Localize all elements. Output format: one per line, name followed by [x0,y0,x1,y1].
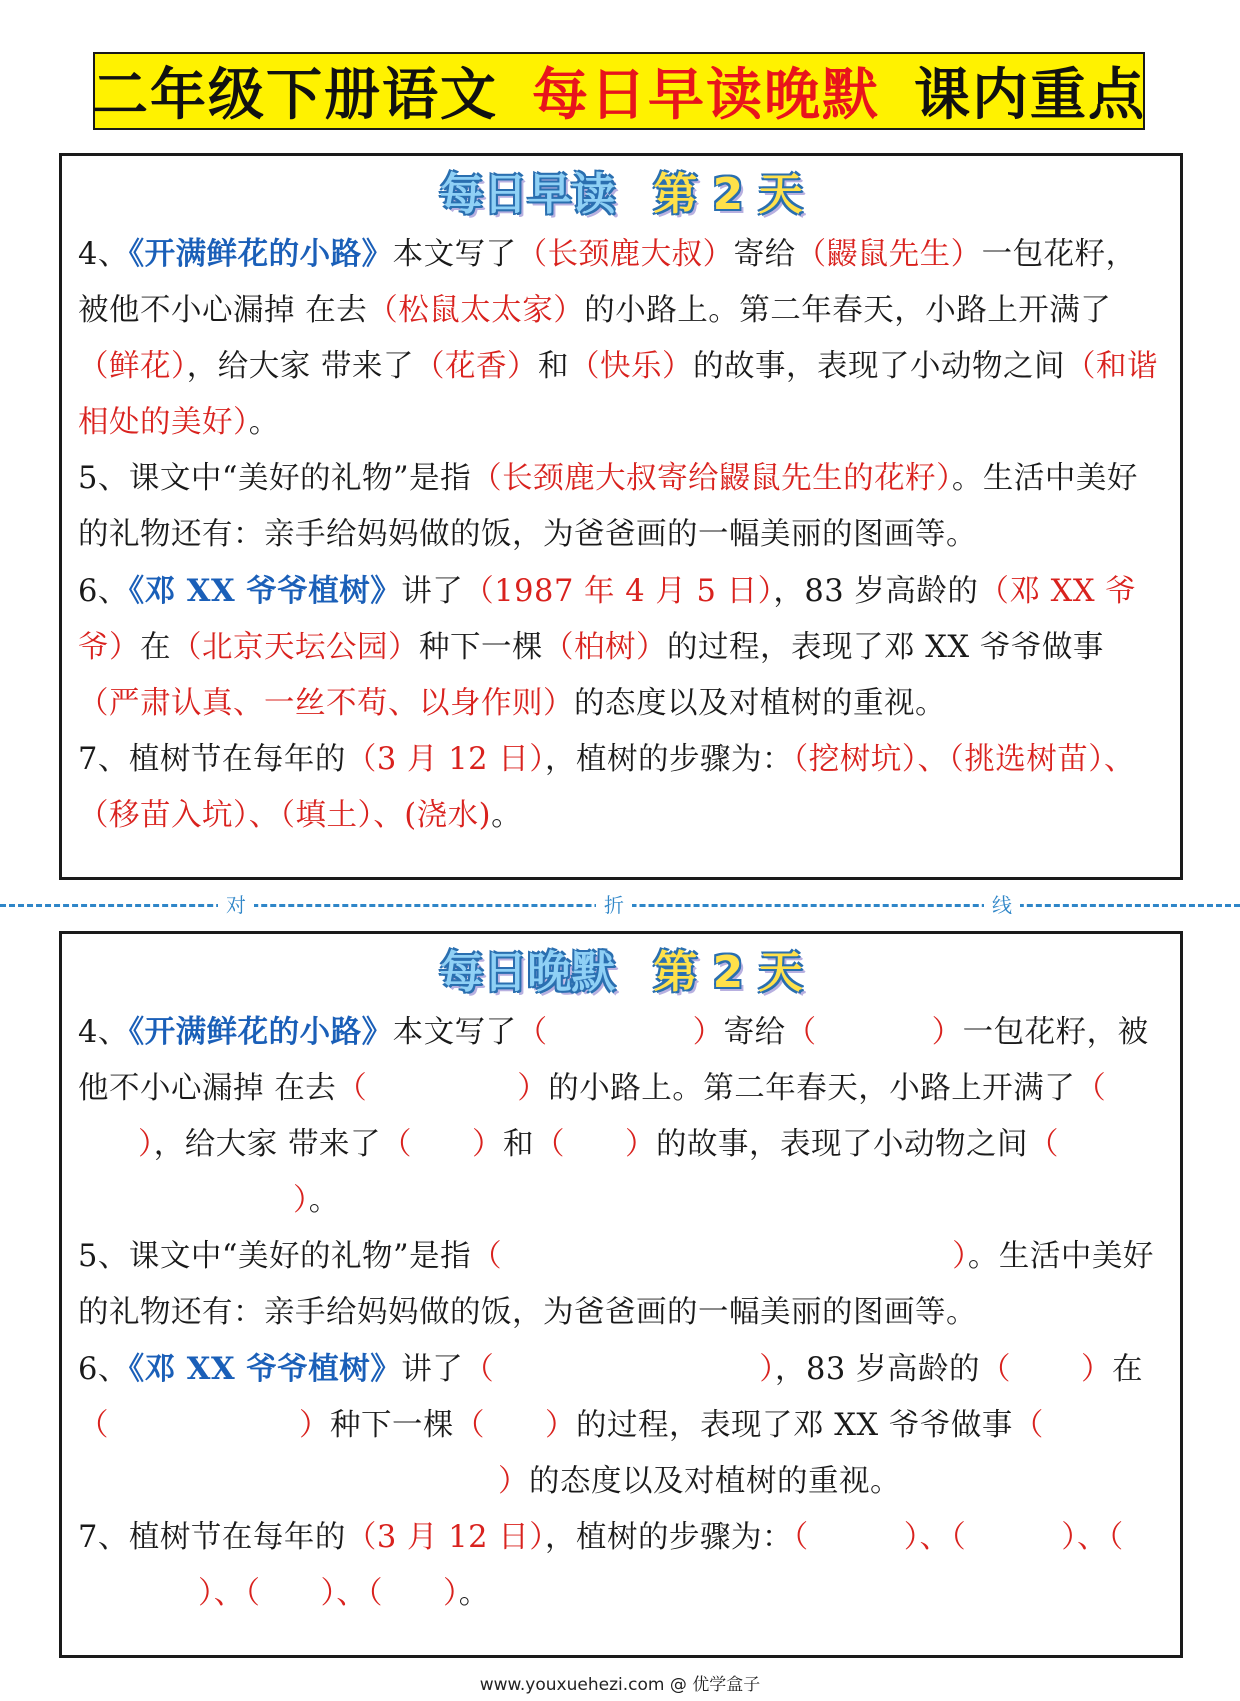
separator: 、 [917,742,949,777]
text: 和 [537,349,569,384]
blank-open: （ [380,1127,412,1162]
answer: （1987 年 4 月 5 日） [463,574,774,609]
blank-open: （ [454,1408,485,1443]
blank-close: ） [903,1520,920,1555]
evening-recall-panel [59,931,1183,1658]
text: 。生活中美好的礼物还有：亲手给妈妈做的饭，为爸爸画的一幅美丽的图画等。 [78,461,1138,552]
evening-day-label: 第 2 天 [653,947,803,998]
text: 的故事，表现了小动物之间 [655,1127,1028,1162]
text: 。 [458,1576,490,1611]
blank-close: ） [517,1071,549,1106]
separator: 、 [336,1576,368,1611]
answer: （快乐） [568,349,693,384]
blank-open: （ [1107,1520,1124,1555]
answer: （长颈鹿大叔寄给鼹鼠先生的花籽） [471,461,952,496]
text: 讲了 [401,574,464,609]
morning-item-5 [78,451,1164,563]
blank-close: ） [443,1576,459,1611]
fold-label-2: 折 [596,893,632,917]
text: ，83 岁高龄的 [773,574,979,609]
morning-heading-label: 每日早读 [439,169,616,220]
separator: 、 [919,1520,951,1555]
text: 本文写了 [392,1015,517,1050]
evening-heading [62,944,1180,1002]
answer: （长颈鹿大叔） [516,237,734,272]
item-number: 5、 [78,1239,129,1274]
text: 寄给 [733,237,796,272]
blank-open: （ [533,1127,565,1162]
blank-close: ） [1061,1520,1077,1555]
answer: （移苗入坑） [78,798,249,833]
text: ，植树的步骤为： [544,742,793,777]
item-number: 7、 [78,742,129,777]
morning-heading [62,166,1180,224]
answer: （松鼠太太家） [367,293,585,328]
blank-open: （ [463,1352,495,1387]
blank-close: ） [471,1127,503,1162]
blank-close: ） [545,1408,576,1443]
text: 。 [308,1183,340,1218]
text: 本文写了 [392,237,517,272]
text: 和 [502,1127,534,1162]
answer: （柏树） [543,630,667,665]
text: ，83 岁高龄的 [774,1352,980,1387]
blank-open: （ [471,1239,503,1274]
morning-item-6 [78,563,1164,732]
text: 种下一棵 [419,630,543,665]
text: 的故事，表现了小动物之间 [692,349,1065,384]
lesson-title: 《开满鲜花的小路》 [128,1014,393,1050]
text: 讲了 [401,1352,464,1387]
blank-open: （ [950,1520,967,1555]
title-routine: 每日早读晚默 [532,63,880,128]
blank-close: ） [1081,1352,1112,1387]
fold-label-3: 线 [984,893,1020,917]
lesson-title: 《邓 XX 爷爷植树》 [128,1351,402,1387]
page-title [93,52,1145,130]
evening-item-7 [78,1510,1164,1622]
fold-label-1: 对 [218,893,254,917]
blank-open: （ [336,1071,368,1106]
text: 的小路上。第二年春天，小路上开满了 [584,293,1112,328]
blank-close: ） [931,1015,963,1050]
text: ，植树的步骤为： [544,1520,793,1555]
answer: （北京天坛公园） [171,630,419,665]
blank-open: （ [367,1576,383,1611]
text: 课文中“美好的礼物”是指 [128,1239,472,1274]
text: 寄给 [723,1015,786,1050]
blank-open: （ [1012,1408,1044,1443]
text: 。 [491,798,523,833]
lesson-title: 《邓 XX 爷爷植树》 [128,573,402,609]
blank-close: ） [293,1183,309,1218]
blank-open: （ [516,1015,548,1050]
text: 一包花籽，被他不小心漏掉 在去 [78,237,1137,328]
evening-item-4 [78,1004,1164,1229]
text: 一包花籽，被他不小心漏掉 在去 [78,1015,1149,1106]
footer-credit[interactable]: www.youxuehezi.com @ 优学盒子 [479,1675,761,1695]
blank-close: ） [759,1352,775,1387]
text: 的过程，表现了邓 XX 爷爷做事 [667,630,1104,665]
answer: （挑选树苗） [948,742,1104,777]
answer: （3 月 12 日） [345,1520,545,1555]
text: ，给大家 带来了 [186,349,414,384]
separator: 、 [1076,1520,1108,1555]
blank-close: ） [952,1239,968,1274]
answer: （邓 XX 爷爷） [78,574,1137,665]
item-number: 4、 [78,1015,129,1050]
answer: （花香） [413,349,538,384]
separator: 、 [373,798,405,833]
blank-close: ） [299,1408,330,1443]
text: 的小路上。第二年春天，小路上开满了 [548,1071,1076,1106]
text: 在 [1112,1352,1143,1387]
blank-open: （ [78,1408,109,1443]
blank-open: （ [1027,1127,1059,1162]
morning-item-4 [78,226,1164,451]
evening-item-6 [78,1341,1164,1510]
text: 。 [248,405,280,440]
morning-day-label: 第 2 天 [653,169,803,220]
item-number: 6、 [78,1352,129,1387]
blank-open: （ [1075,1071,1107,1106]
text: 。生活中美好的礼物还有：亲手给妈妈做的饭，为爸爸画的一幅美丽的图画等。 [78,1239,1154,1330]
answer: （3 月 12 日） [345,742,545,777]
title-grade: 二年级下册语文 [92,63,498,128]
blank-close: ） [498,1464,529,1499]
answer: （填土） [279,798,374,833]
text: 植树节在每年的 [128,742,346,777]
lesson-title: 《开满鲜花的小路》 [128,236,393,272]
text: 的态度以及对植树的重视。 [574,686,946,721]
fold-line [0,893,1240,917]
text: ，给大家 带来了 [153,1127,381,1162]
answer: （鲜花） [78,349,187,384]
text: 的过程，表现了邓 XX 爷爷做事 [576,1408,1013,1443]
text: 课文中“美好的礼物”是指 [128,461,472,496]
answer: （挖树坑） [792,742,918,777]
separator: 、 [248,798,280,833]
morning-reading-panel [59,153,1183,880]
item-number: 4、 [78,237,129,272]
answer: （和谐相处的美好） [78,349,1158,440]
text: 植树节在每年的 [128,1520,346,1555]
separator: 、 [213,1576,245,1611]
title-focus: 课内重点 [914,63,1146,128]
blank-close: ） [138,1127,154,1162]
evening-content [62,1002,1180,1622]
answer: (浇水) [404,798,492,833]
evening-item-5 [78,1229,1164,1341]
morning-item-7 [78,732,1164,844]
blank-open: （ [980,1352,1011,1387]
evening-heading-label: 每日晚默 [439,947,616,998]
text: 在 [140,630,171,665]
item-number: 5、 [78,461,129,496]
item-number: 7、 [78,1520,129,1555]
text: 种下一棵 [330,1408,454,1443]
blank-close: ） [624,1127,656,1162]
blank-close: ） [198,1576,214,1611]
separator: 、 [1103,742,1135,777]
text: 的态度以及对植树的重视。 [529,1464,901,1499]
morning-content [62,224,1180,844]
blank-open: （ [792,1520,809,1555]
item-number: 6、 [78,574,129,609]
blank-open: （ [244,1576,261,1611]
blank-close: ） [320,1576,337,1611]
blank-close: ） [692,1015,724,1050]
answer: （鼹鼠先生） [795,237,982,272]
blank-open: （ [785,1015,817,1050]
answer: （严肃认真、一丝不苟、以身作则） [78,686,574,721]
